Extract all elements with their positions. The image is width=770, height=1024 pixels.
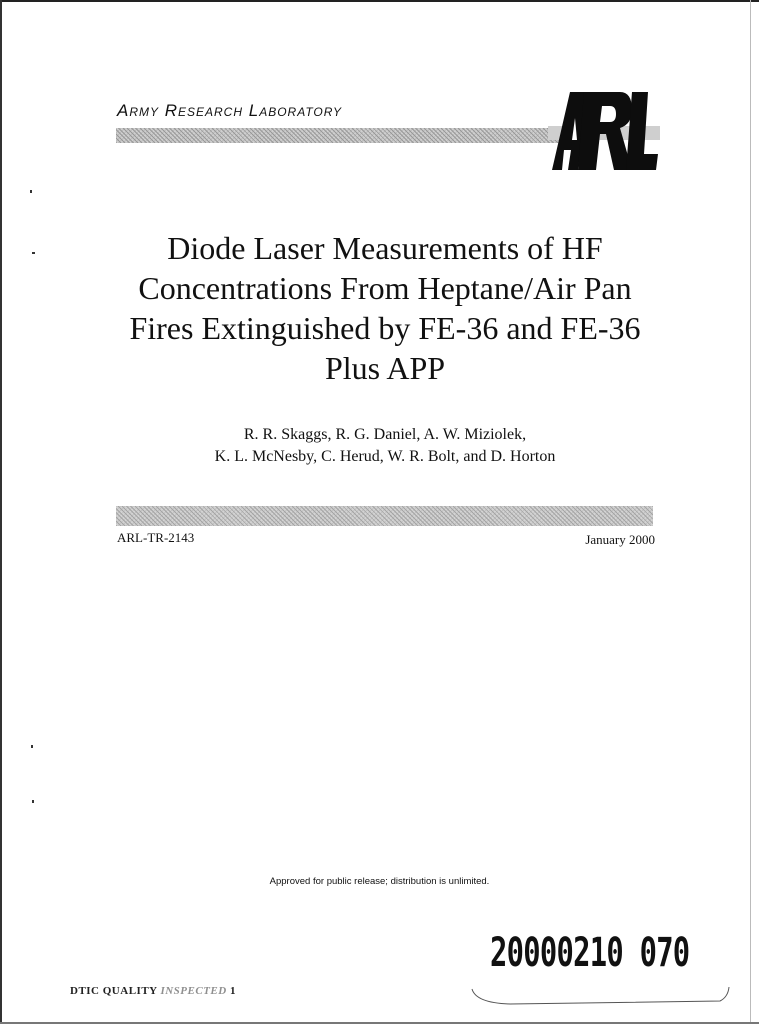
title-line: Concentrations From Heptane/Air Pan — [138, 270, 632, 306]
author-list — [100, 424, 670, 468]
stamp-underline — [470, 985, 730, 1009]
author-line: R. R. Skaggs, R. G. Daniel, A. W. Miziolek, — [243, 426, 527, 443]
title-line: Fires Extinguished by FE-36 and FE-36 — [129, 310, 641, 346]
scan-border-top — [0, 0, 759, 2]
dtic-inspected-number: 1 — [229, 985, 236, 997]
divider-stipple-bar — [116, 506, 653, 526]
scan-speck — [32, 800, 34, 803]
release-statement: Approved for public release; distribution is unlimited. — [269, 876, 490, 887]
dtic-quality-mark — [70, 985, 236, 997]
arl-logo-icon — [548, 88, 660, 172]
title-line: Diode Laser Measurements of HF — [167, 230, 603, 266]
author-line: K. L. McNesby, C. Herud, W. R. Bolt, and D. Horton — [214, 448, 556, 465]
scan-speck — [31, 745, 33, 748]
scan-speck — [30, 190, 32, 193]
report-title — [100, 228, 670, 388]
dtic-quality-text: DTIC QUALITY — [70, 985, 158, 997]
title-line: Plus APP — [324, 350, 446, 386]
scan-border-right — [750, 0, 751, 1024]
lab-name: Army Research Laboratory — [117, 101, 342, 120]
header-stipple-bar — [116, 128, 569, 143]
accession-stamp-number: 20000210 070 — [490, 930, 690, 976]
report-number: ARL-TR-2143 — [117, 530, 195, 545]
scan-border-left — [0, 0, 2, 1024]
report-date: January 2000 — [585, 532, 655, 547]
scan-speck — [32, 252, 35, 254]
dtic-inspected-text: INSPECTED — [160, 985, 227, 997]
